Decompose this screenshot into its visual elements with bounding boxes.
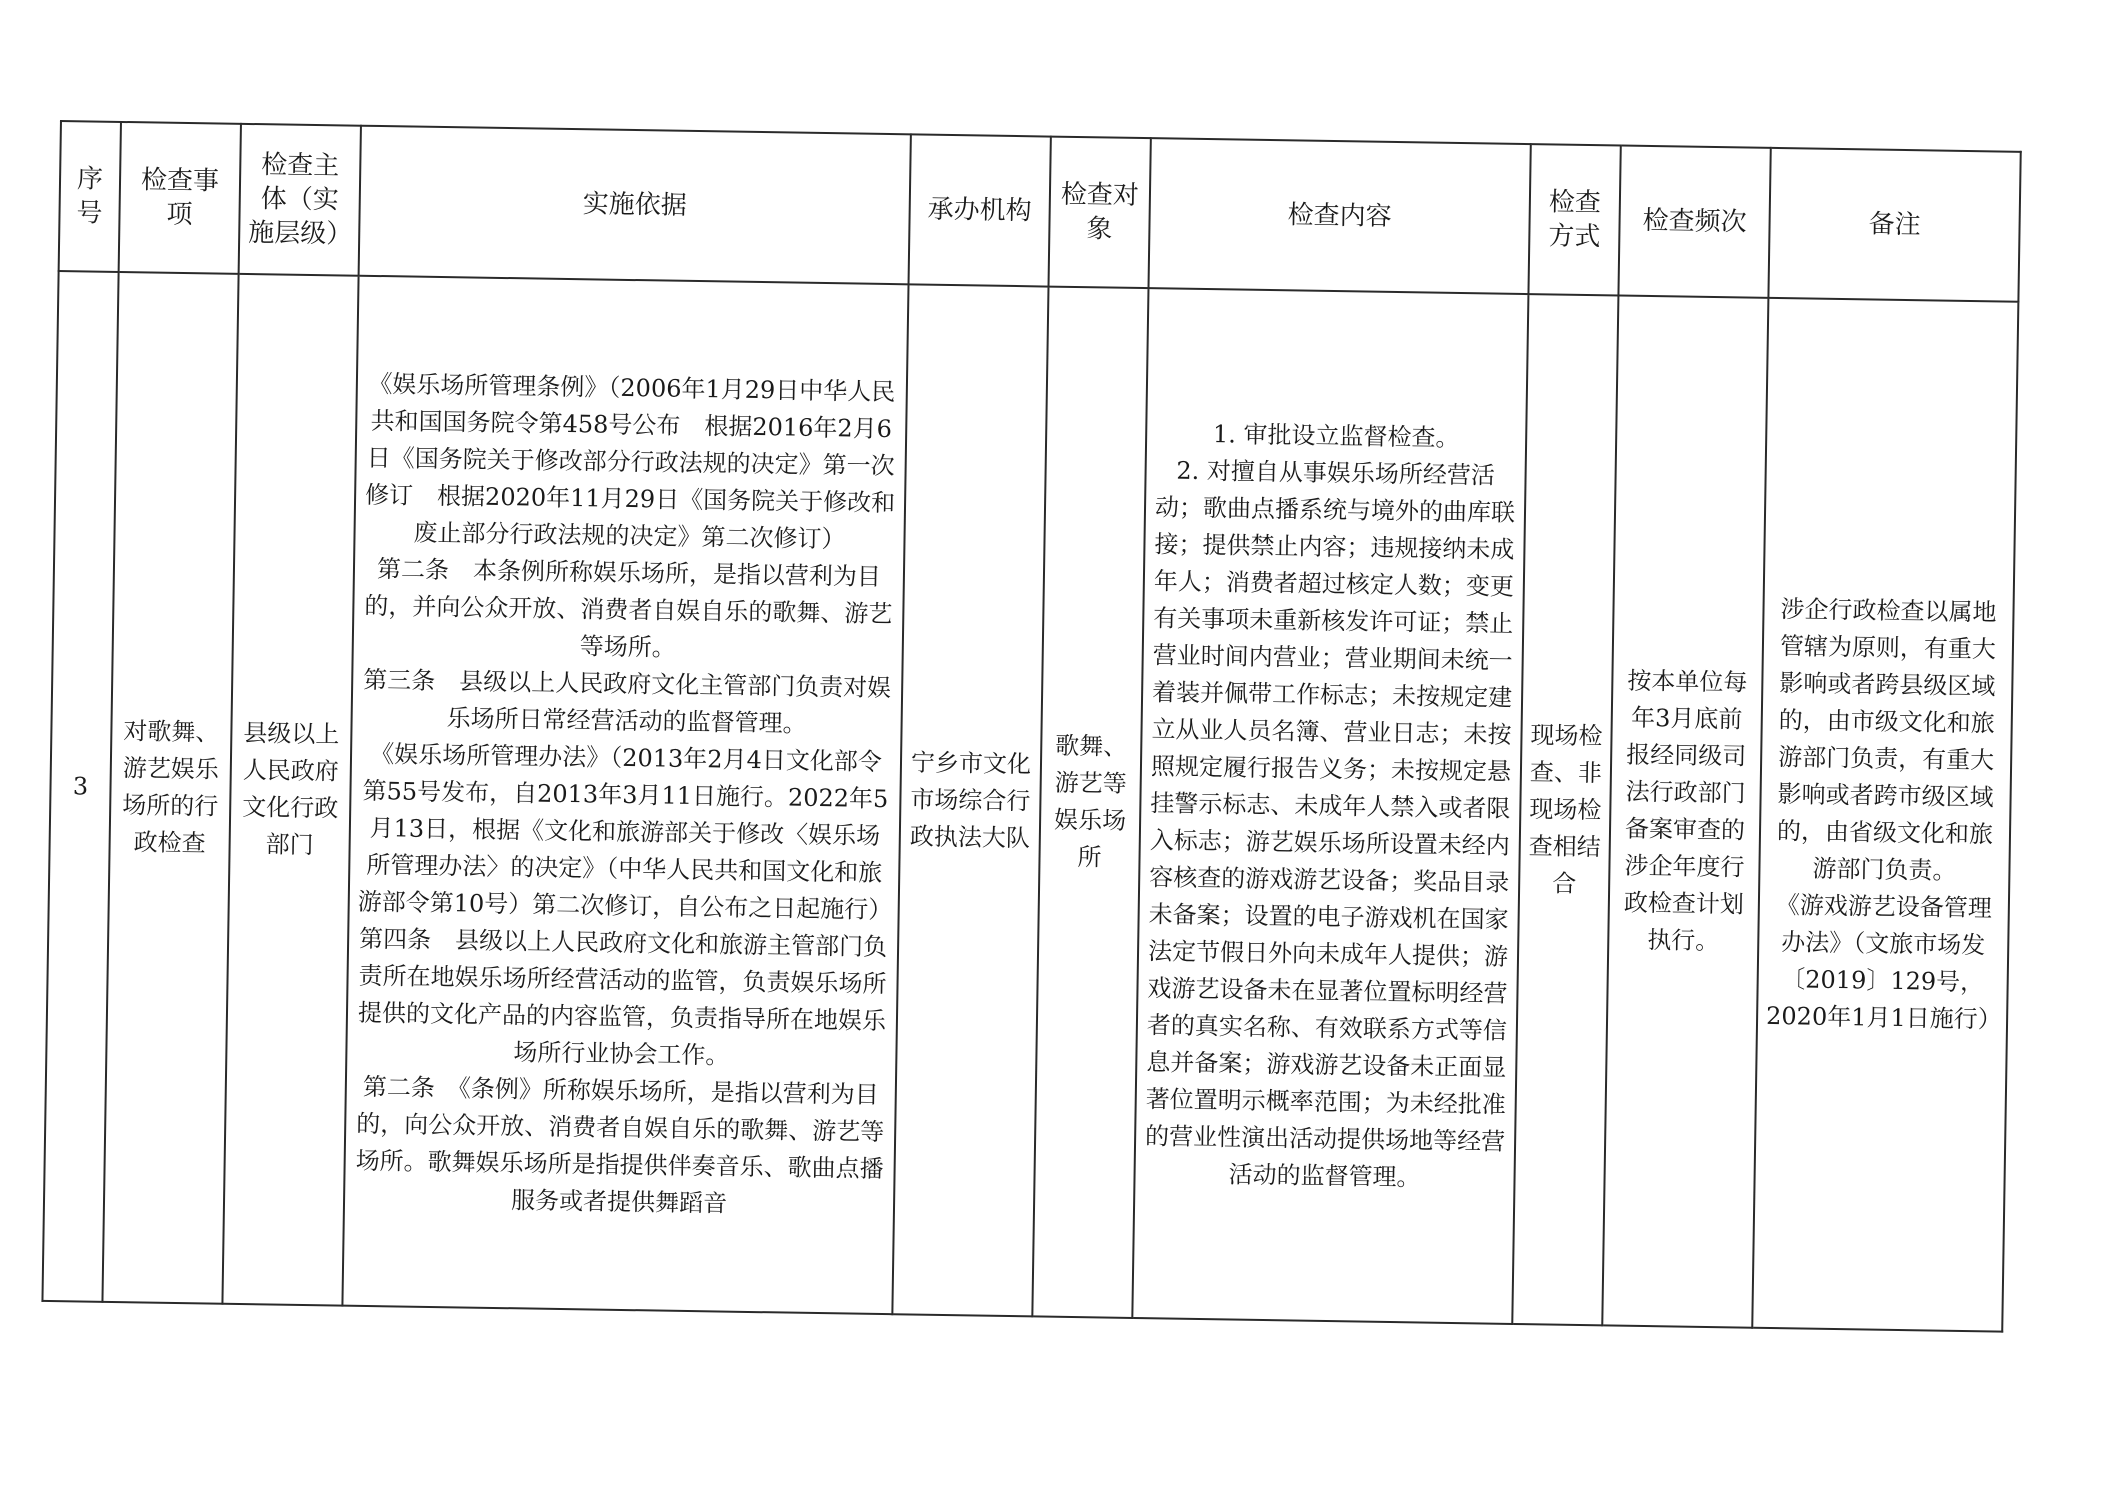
cell-method: 现场检查、非现场检查相结合 [1512,294,1618,1325]
header-frequency: 检查频次 [1618,146,1770,298]
cell-object: 歌舞、游艺等娱乐场所 [1032,287,1148,1318]
header-object: 检查对象 [1049,137,1151,289]
basis-paragraph: 第二条 《条例》所称娱乐场所，是指以营利为目的，向公众开放、消费者自娱自乐的歌舞、游艺等场所。歌舞娱乐场所是指提供伴奏音乐、歌曲点播服务或者提供舞蹈音 [355,1072,885,1218]
content-item: 2. 对擅自从事娱乐场所经营活动；歌曲点播系统与境外的曲库联接；提供禁止内容；违规接纳未成年人；消费者超过核定人数；变更有关事项未重新核发许可证；禁止营业时间内营业；营业期间未统一着装并佩带工作标志；未按规定建立从业人员名簿、营业日志；未按照规定履行报告义务；未按规定悬挂警示标志、未成年人禁入或者限入标志；游艺娱乐场所设置未经内容核查的游戏游艺设备；奖品目录未备案；设置的电子游戏机在国家法定节假日外向未成年人提供；游戏游艺设备未在显著位置标明经营者的真实名称、有效联系方式等信息并备案；游戏游艺设备未正面显著位置明示概率范围；为未经批准的营业性演出活动提供场地等经营活动的监督管理。 [1144,456,1516,1191]
header-content: 检查内容 [1148,138,1530,294]
note-paragraph: 涉企行政检查以属地管辖为原则，有重大影响或者跨县级区域的，由市级文化和旅游部门负责，有重大影响或者跨市级区域的，由省级文化和旅游部门负责。 [1776,595,1997,885]
content-item: 1. 审批设立监督检查。 [1212,419,1460,452]
table-container [41,120,2021,1333]
basis-paragraph: 第四条 县级以上人民政府文化和旅游主管部门负责所在地娱乐场所经营活动的监管，负责娱乐场所提供的文化产品的内容监管，负责指导所在地娱乐场所行业协会工作。 [357,924,888,1070]
note-paragraph: 《游戏游艺设备管理办法》（文旅市场发〔2019〕129号，2020年1月1日施行） [1765,891,2002,1034]
table-row [42,271,2018,1332]
cell-item: 对歌舞、游艺娱乐场所的行政检查 [102,272,238,1304]
header-method: 检查方式 [1528,144,1620,295]
header-org: 承办机构 [909,134,1051,286]
header-seq: 序号 [59,121,121,272]
header-item: 检查事项 [119,122,241,274]
basis-paragraph: 《娱乐场所管理办法》（2013年2月4日文化部令第55号发布，自2013年3月11日施行。2022年5月13日，根据《文化和旅游部关于修改〈娱乐场所管理办法〉的决定》（中华人民共和国文化和旅游部令第10号）第二次修订，自公布之日起施行） [357,739,893,924]
cell-note [1752,298,2018,1332]
cell-basis [342,276,908,1315]
basis-paragraph: 第二条 本条例所称娱乐场所，是指以营利为目的，并向公众开放、消费者自娱自乐的歌舞、游艺等场所。 [364,554,893,662]
cell-content [1132,288,1528,1324]
cell-seq: 3 [42,271,118,1302]
basis-paragraph: 第三条 县级以上人民政府文化主管部门负责对娱乐场所日常经营活动的监督管理。 [363,665,892,738]
cell-frequency: 按本单位每年3月底前报经同级司法行政部门备案审查的涉企年度行政检查计划执行。 [1602,296,1768,1328]
cell-subject: 县级以上人民政府文化行政部门 [222,274,358,1306]
header-subject: 检查主体（实施层级） [239,124,361,276]
cell-org: 宁乡市文化市场综合行政执法大队 [892,284,1048,1316]
header-note: 备注 [1768,148,2020,302]
header-basis: 实施依据 [359,126,911,285]
basis-paragraph: 《娱乐场所管理条例》（2006年1月29日中华人民共和国国务院令第458号公布 根据2016年2月6日《国务院关于修改部分行政法规的决定》第一次修订 根据2020年11月29日《国务院关于修改和废止部分行政法规的决定》第二次修订） [364,369,896,553]
inspection-table [41,120,2021,1333]
